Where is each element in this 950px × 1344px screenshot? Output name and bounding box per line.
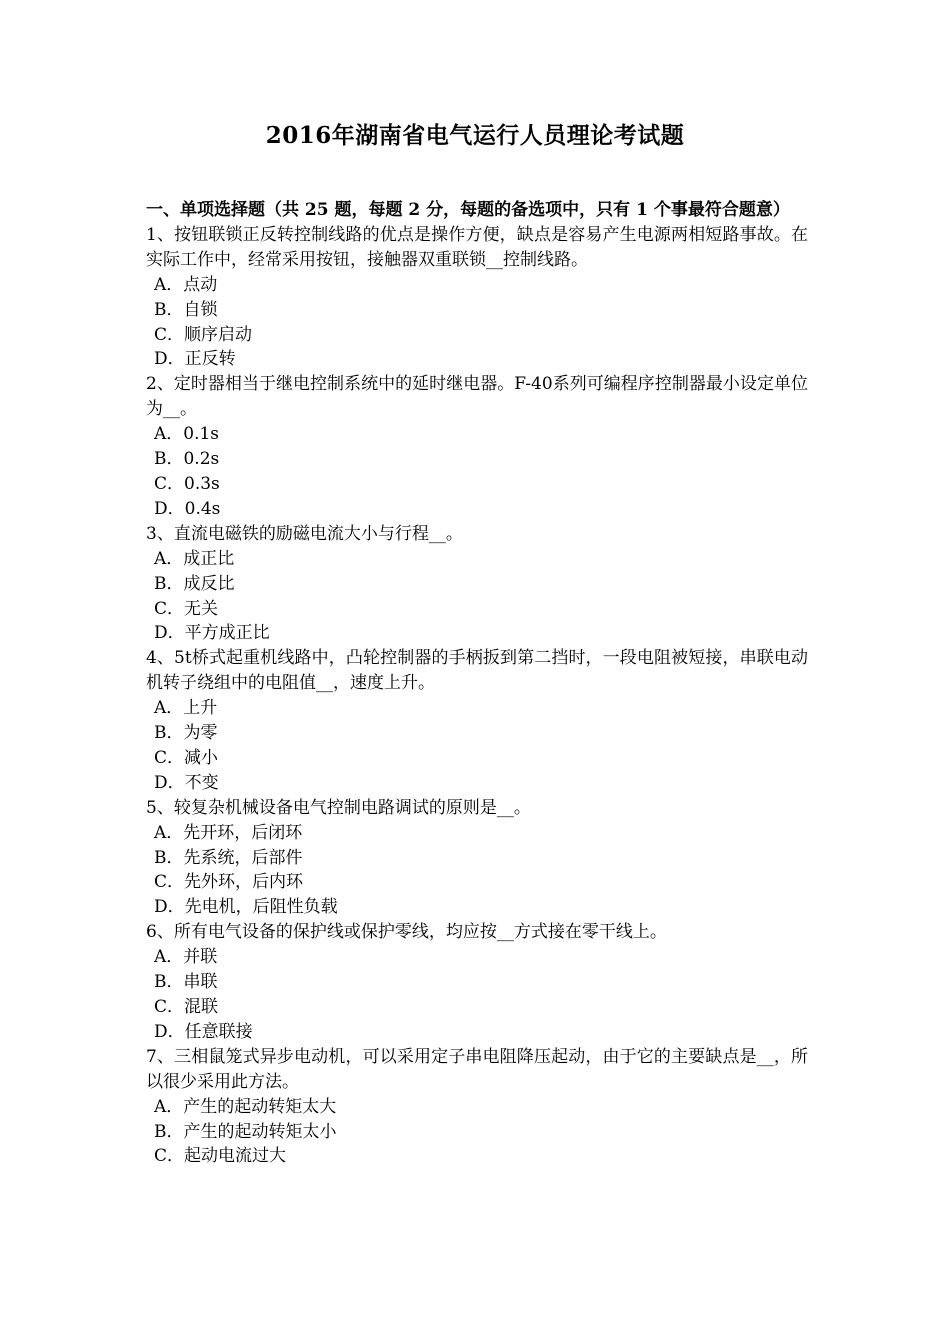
question-7-option-a: A．产生的起动转矩太大 xyxy=(154,1096,337,1117)
question-4-option-c: C．减小 xyxy=(154,747,219,768)
question-1-option-a: A．点动 xyxy=(154,274,218,295)
question-block xyxy=(146,1045,808,1170)
question-3-text: 3、直流电磁铁的励磁电流大小与行程__。 xyxy=(146,523,463,544)
question-1-option-c: C．顺序启动 xyxy=(154,324,253,345)
question-7-text: 7、三相鼠笼式异步电动机，可以采用定子串电阻降压起动，由于它的主要缺点是__，所以很少采用此方法。 xyxy=(146,1046,808,1092)
question-6-text: 6、所有电气设备的保护线或保护零线，均应按__方式接在零干线上。 xyxy=(146,922,667,943)
section-heading: 一、单项选择题（共 25 题，每题 2 分，每题的备选项中，只有 1 个事最符合题意） xyxy=(146,200,790,220)
question-4-option-a: A．上升 xyxy=(154,698,218,719)
question-4-text: 4、5t桥式起重机线路中，凸轮控制器的手柄扳到第二挡时，一段电阻被短接，串联电动机转子绕组中的电阻值__，速度上升。 xyxy=(146,648,808,694)
question-1-text: 1、按钮联锁正反转控制线路的优点是操作方便，缺点是容易产生电源两相短路事故。在实际工作中，经常采用按钮，接触器双重联锁__控制线路。 xyxy=(146,224,808,270)
question-2-text: 2、定时器相当于继电控制系统中的延时继电器。F-40系列可编程序控制器最小设定单位为__。 xyxy=(146,374,808,420)
question-6-option-a: A．并联 xyxy=(154,947,218,968)
question-4-option-b: B．为零 xyxy=(154,723,218,744)
document-title: 2016年湖南省电气运行人员理论考试题 xyxy=(265,122,685,149)
question-2-option-b: B．0.2s xyxy=(154,449,220,470)
question-block xyxy=(146,796,808,921)
question-6-option-d: D．任意联接 xyxy=(154,1021,253,1042)
question-3-option-a: A．成正比 xyxy=(154,548,235,569)
question-7-option-c: C．起动电流过大 xyxy=(154,1146,287,1167)
question-2-option-a: A．0.1s xyxy=(154,424,220,445)
question-3-option-d: D．平方成正比 xyxy=(154,623,270,644)
question-3-option-c: C．无关 xyxy=(154,598,219,619)
question-block xyxy=(146,372,808,521)
question-5-option-d: D．先电机，后阻性负载 xyxy=(154,897,338,918)
question-block xyxy=(146,223,808,372)
question-block xyxy=(146,522,808,647)
question-5-text: 5、较复杂机械设备电气控制电路调试的原则是__。 xyxy=(146,797,531,818)
question-block xyxy=(146,920,808,1045)
question-6-option-c: C．混联 xyxy=(154,997,219,1017)
question-4-option-d: D．不变 xyxy=(154,772,219,793)
question-5-option-a: A．先开环，后闭环 xyxy=(154,822,303,843)
question-2-option-d: D．0.4s xyxy=(154,498,221,519)
question-5-option-c: C．先外环，后内环 xyxy=(154,872,304,893)
question-1-option-d: D．正反转 xyxy=(154,349,236,370)
question-3-option-b: B．成反比 xyxy=(154,573,235,594)
question-5-option-b: B．先系统，后部件 xyxy=(154,847,303,868)
document-body xyxy=(146,198,808,1169)
question-1-option-b: B．自锁 xyxy=(154,299,218,320)
question-2-option-c: C．0.3s xyxy=(154,473,220,494)
question-block xyxy=(146,646,808,795)
question-7-option-b: B．产生的起动转矩太小 xyxy=(154,1121,337,1142)
question-6-option-b: B．串联 xyxy=(154,972,218,993)
